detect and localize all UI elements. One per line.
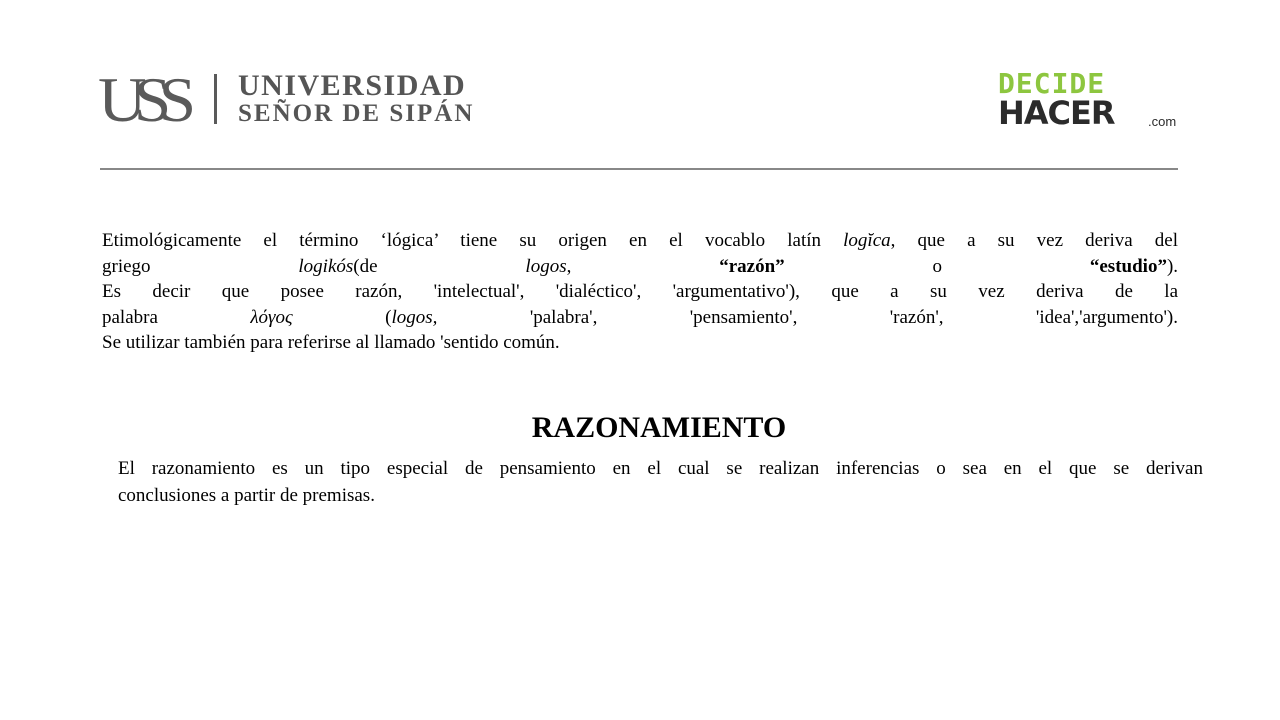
reasoning-paragraph [118, 455, 1203, 509]
paragraph-line: griego logikós(de logos, “razón” o “estudio”). [102, 255, 1179, 277]
paragraph-line: Etimológicamente el término ‘lógica’ tiene su origen en el vocablo latín logĭca, que a su vez deriva del [102, 230, 1178, 251]
section-heading: RAZONAMIENTO [531, 411, 787, 444]
paragraph-line: El razonamiento es un tipo especial de pensamiento en el cual se realizan inferencias o sea en el que se derivan [118, 458, 1203, 479]
uss-university-logo [98, 64, 538, 135]
university-name-line2: SEÑOR DE SIPÁN [238, 100, 475, 127]
logo-separator [214, 74, 217, 124]
paragraph-line: Es decir que posee razón, 'intelectual', 'dialéctico', 'argumentativo'), que a su vez deriva de la [102, 281, 1178, 302]
logo-domain-suffix: .com [1148, 114, 1177, 129]
etymology-paragraph [102, 228, 1178, 356]
paragraph-line: conclusiones a partir de premisas. [118, 485, 375, 506]
hacer-logo-word: HACER [998, 94, 1115, 132]
decide-logo-word: DECIDE [998, 67, 1106, 100]
paragraph-line: Se utilizar también para referirse al llamado 'sentido común. [102, 332, 560, 353]
paragraph-line: palabra λόγος (logos, 'palabra', 'pensamiento', 'razón', 'idea','argumento'). [102, 306, 1179, 328]
slide-header [0, 0, 1280, 175]
header-divider [100, 168, 1178, 170]
university-name-line1: UNIVERSIDAD [238, 69, 467, 102]
decide-hacer-logo [998, 67, 1188, 132]
uss-monogram: USS [98, 64, 184, 135]
